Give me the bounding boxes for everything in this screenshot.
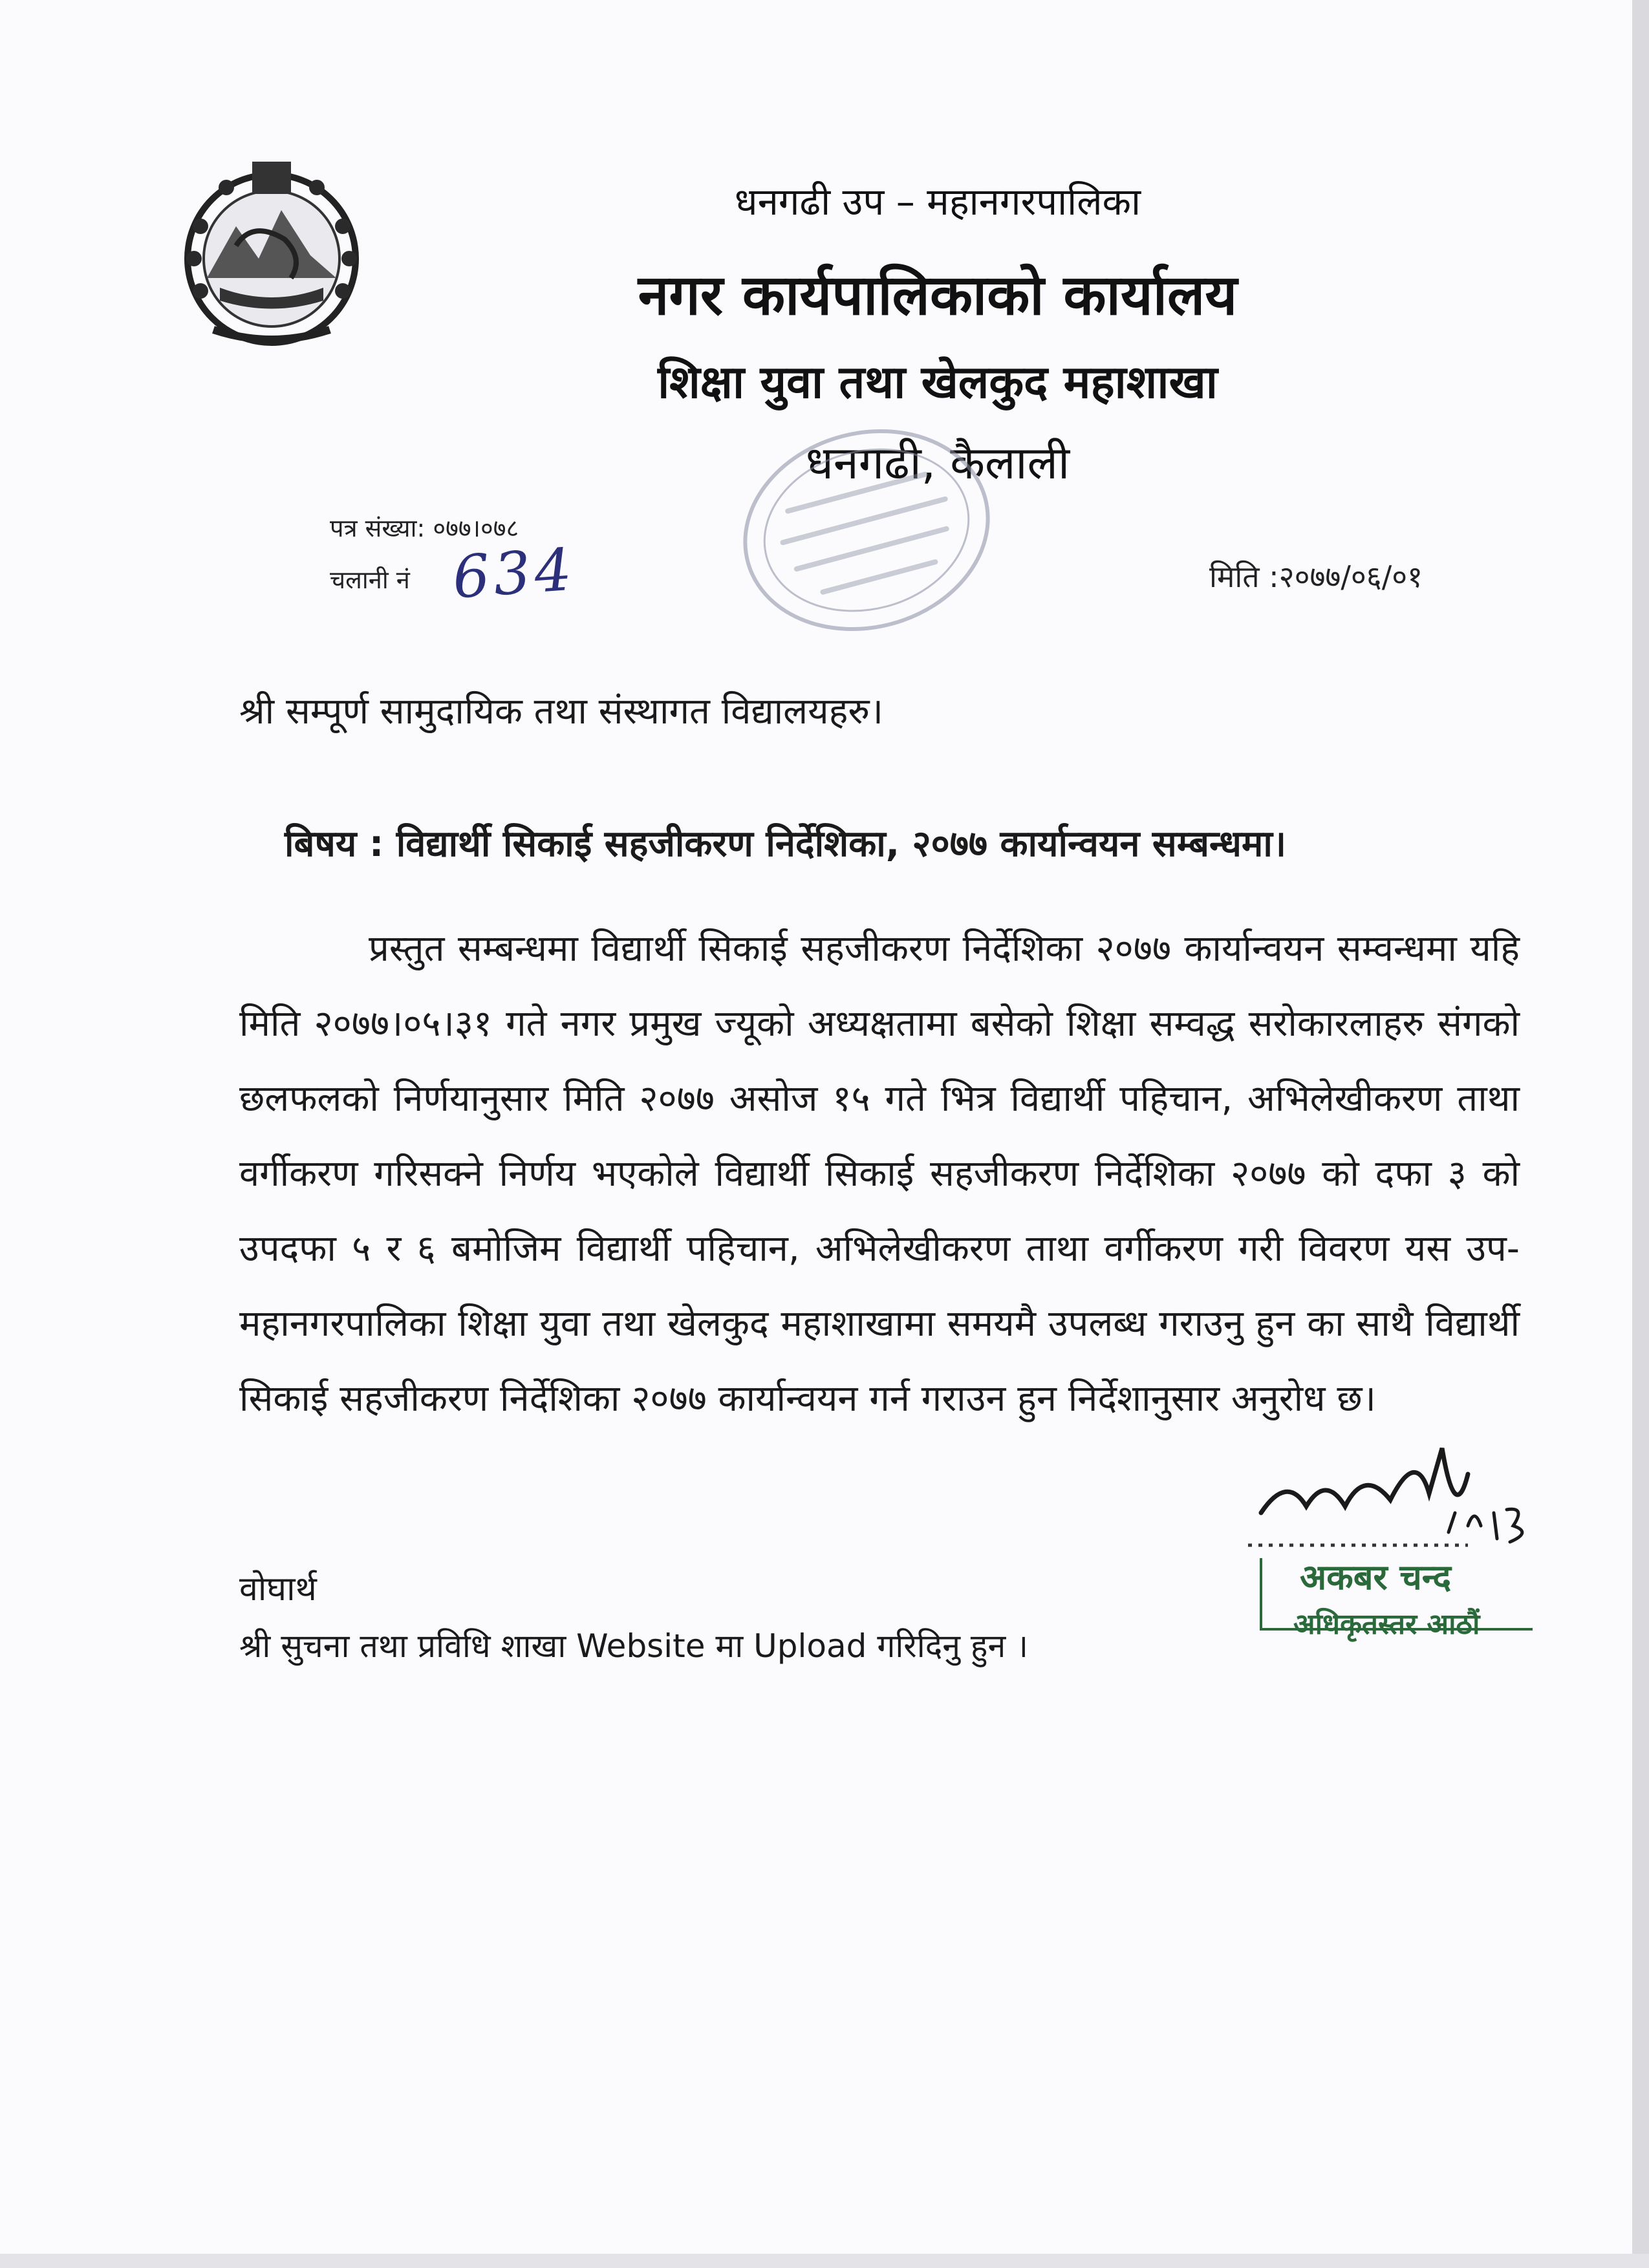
dispatch-number-label: चलानी नं xyxy=(330,566,410,594)
office-name: नगर कार्यपालिकाको कार्यालय xyxy=(638,263,1238,328)
cc-recipient: श्री सुचना तथा प्रविधि शाखा Website मा Upload गरिदिनु हुन । xyxy=(239,1627,1029,1665)
office-seal-stamp xyxy=(724,414,1009,647)
division-name: शिक्षा युवा तथा खेलकुद महाशाखा xyxy=(658,356,1218,409)
signatory-designation: अधिकृतस्तर आठौं xyxy=(1293,1608,1480,1641)
dispatch-number-handwritten: 634 xyxy=(450,535,578,612)
letter-date: मिति :२०७७/०६/०१ xyxy=(1209,559,1423,594)
scan-edge-bottom xyxy=(0,2254,1649,2268)
letter-number: पत्र संख्या: ०७७।०७८ xyxy=(330,514,519,542)
addressee: श्री सम्पूर्ण सामुदायिक तथा संस्थागत विद्यालयहरु। xyxy=(239,690,884,733)
cc-label: वोघार्थ xyxy=(239,1570,317,1609)
subject-line: बिषय : विद्यार्थी सिकाई सहजीकरण निर्देशिका, २०७७ कार्यान्वयन सम्बन्धमा। xyxy=(285,823,1287,865)
letter-body: प्रस्तुत सम्बन्धमा विद्यार्थी सिकाई सहजीकरण निर्देशिका २०७७ कार्यान्वयन सम्वन्धमा यहि मिति २०७७।०५।३१ गते नगर प्रमुख ज्यूको अध्यक्षतामा बसेको शिक्षा सम्वद्ध सरोकारलाहरु संगको छलफलको निर्णयानुसार मिति २०७७ असोज १५ गते भित्र विद्यार्थी पहिचान, अभिलेखीकरण ताथा वर्गीकरण गरिसक्ने निर्णय भएकोले विद्यार्थी सिकाई सहजीकरण निर्देशिका २०७७ को दफा ३ को उपदफा ५ र ६ बमोजिम विद्यार्थी पहिचान, अभिलेखीकरण ताथा वर्गीकरण गरी विवरण यस उप-महानगरपालिका शिक्षा युवा तथा खेलकुद महाशाखामा समयमै उपलब्ध गराउनु हुन का साथै विद्यार्थी सिकाई सहजीकरण निर्देशिका २०७७ कार्यान्वयन गर्न गराउन हुन निर्देशानुसार अनुरोध छ। xyxy=(239,928,1520,1420)
nepal-emblem-logo xyxy=(175,149,369,356)
office-address: धनगढी, कैलाली xyxy=(805,436,1070,489)
municipality-name: धनगढी उप – महानगरपालिका xyxy=(734,180,1141,224)
scan-edge-right xyxy=(1632,0,1649,2268)
signatory-name: अकबर चन्द xyxy=(1300,1557,1452,1598)
